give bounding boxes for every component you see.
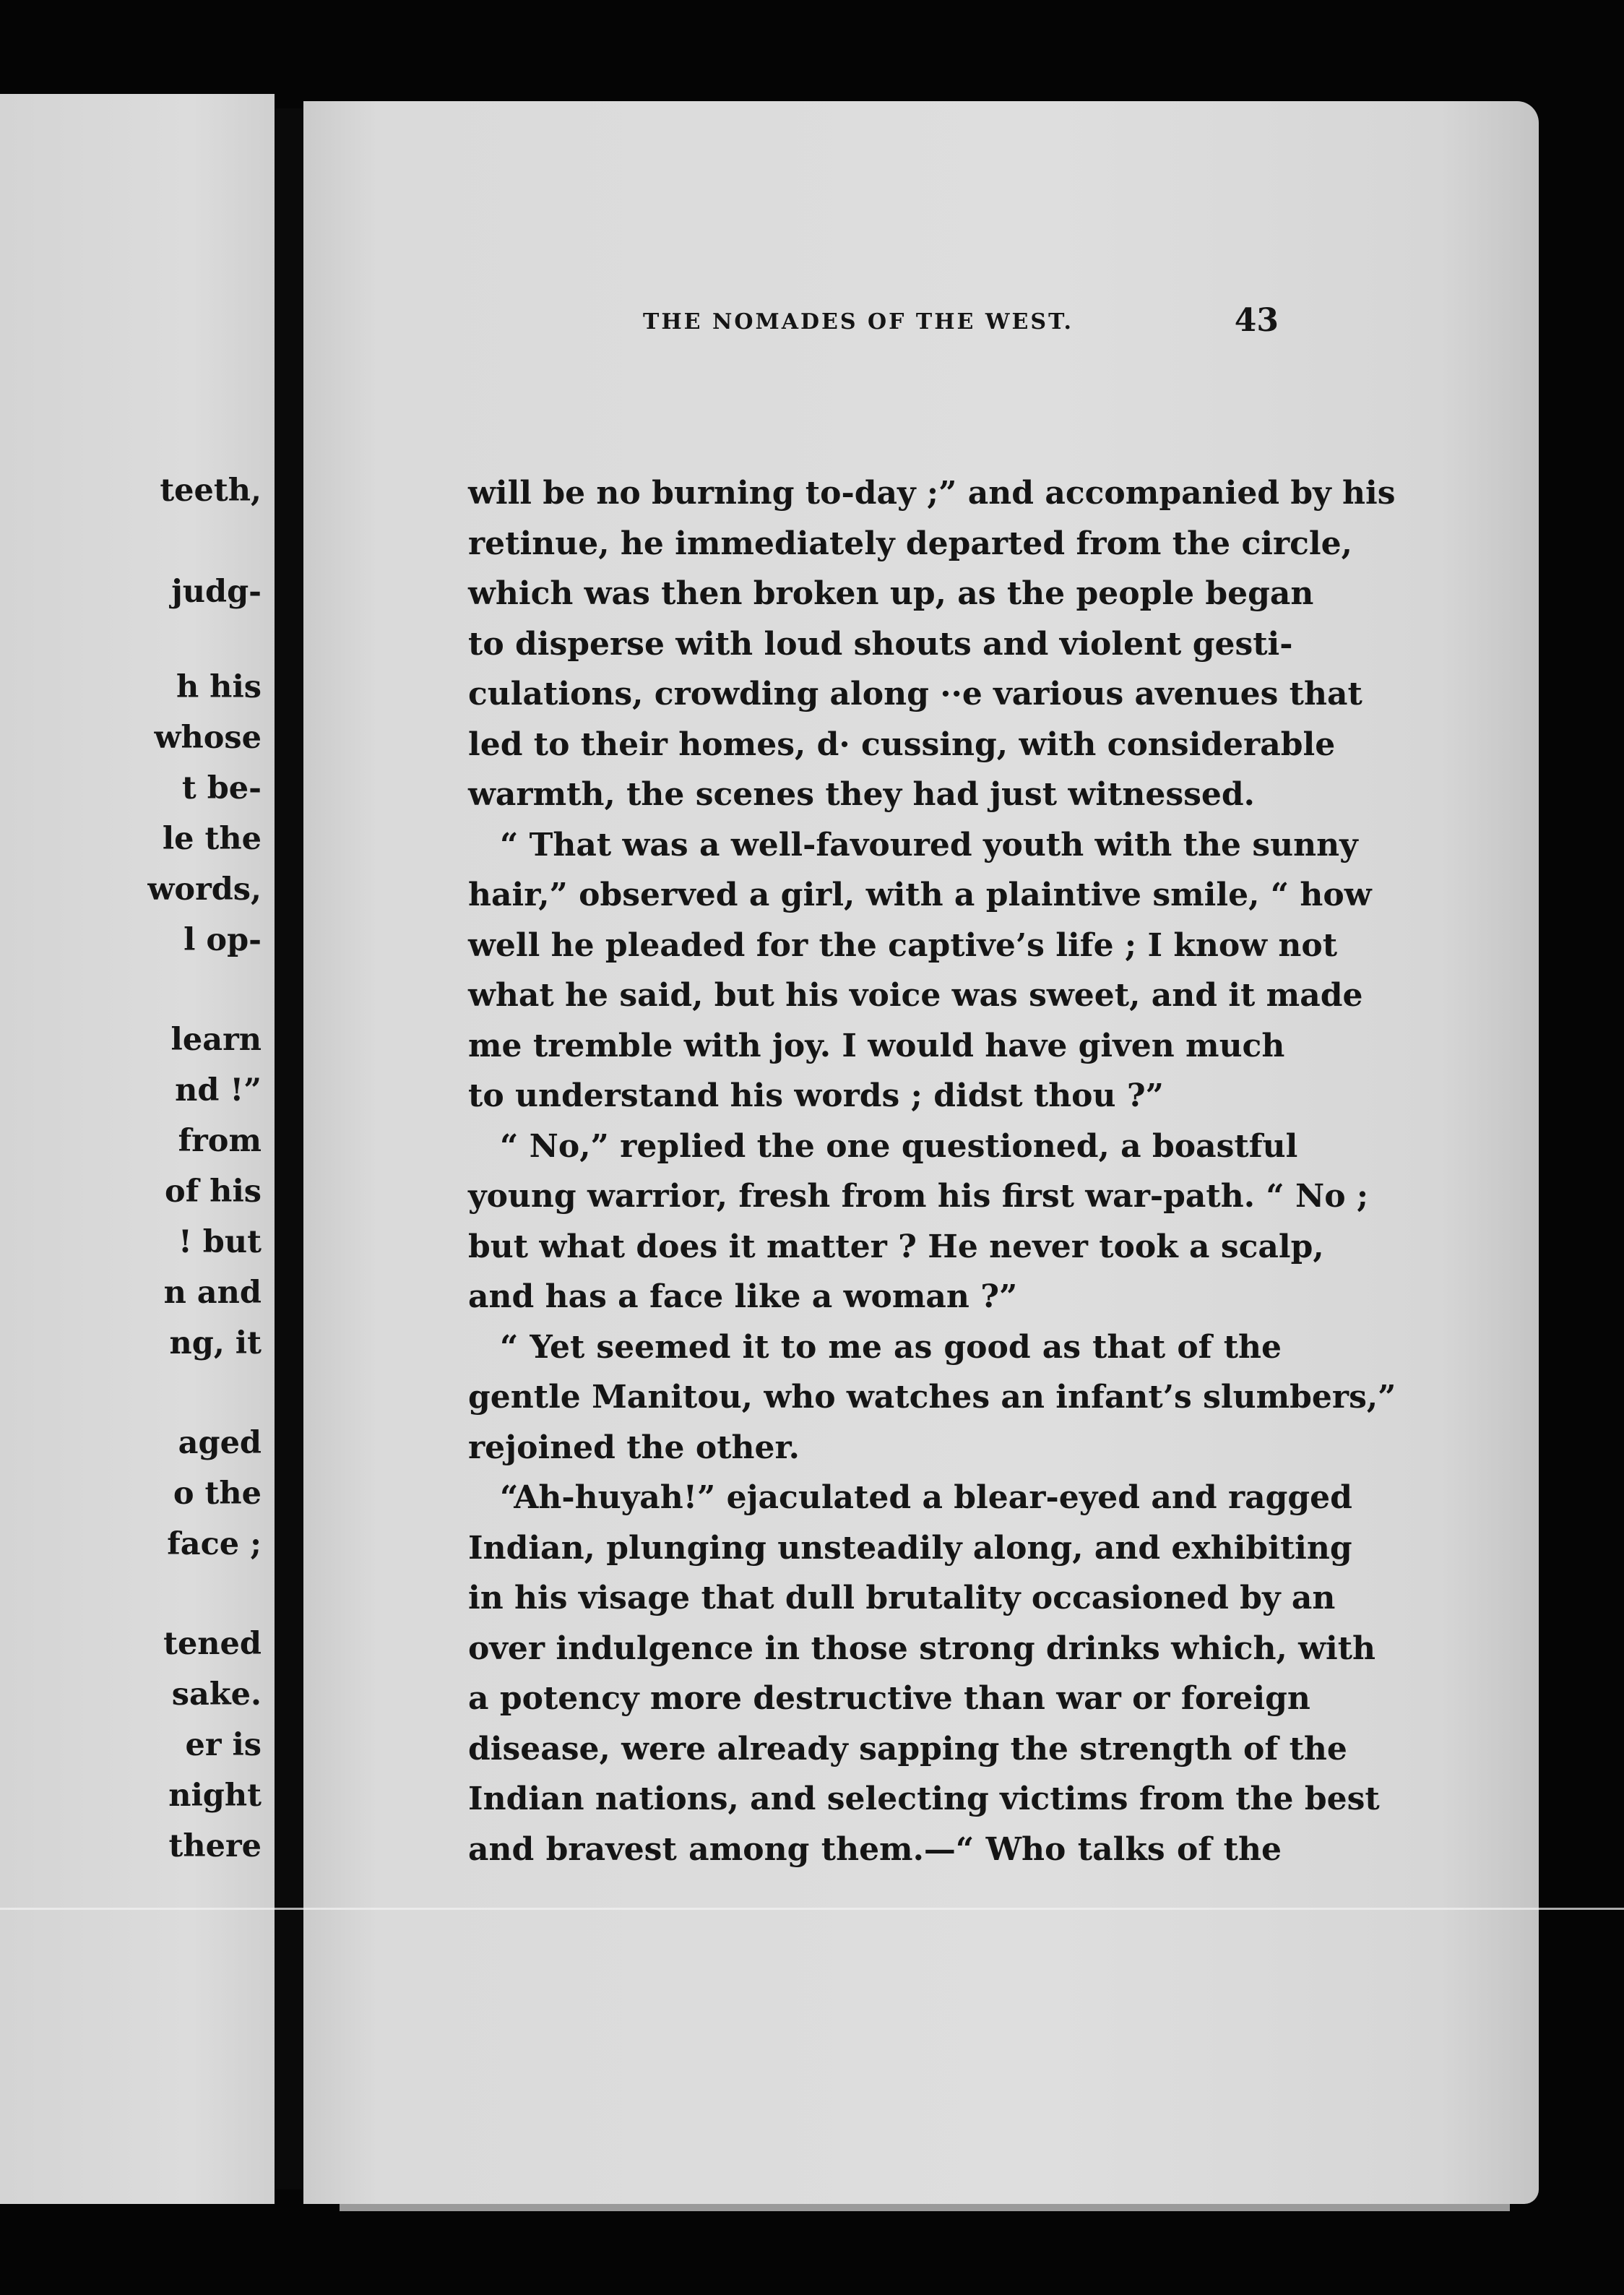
text-line: in his visage that dull brutality occasioned by an [468,1580,1336,1616]
left-page [0,94,275,2204]
text-line: to disperse with loud shouts and violent gesti- [468,625,1293,663]
text-line: well he pleaded for the captive’s life ; I know not [468,926,1338,964]
left-fragment: face ; [167,1526,262,1562]
text-line: disease, were already sapping the strength of the [468,1730,1347,1767]
scan-artifact [0,1908,1624,1910]
text-line: young warrior, fresh from his first war-path. “ No ; [468,1178,1369,1215]
left-fragment: aged [178,1425,262,1461]
page-header [643,302,1279,345]
text-line: “ That was a well-favoured youth with the sunny [500,826,1358,864]
left-fragment: from [178,1123,262,1159]
text-line: but what does it matter ? He never took a scalp, [468,1228,1324,1265]
text-line: rejoined the other. [468,1429,800,1466]
body-text [468,468,1396,1874]
left-fragment: tened [163,1626,262,1662]
text-line: which was then broken up, as the people began [468,575,1314,612]
left-fragment: er is [185,1727,262,1763]
left-fragment: ! but [178,1224,262,1260]
text-line: Indian, plunging unsteadily along, and exhibiting [468,1529,1352,1567]
text-line: warmth, the scenes they had just witnessed. [468,776,1255,813]
left-fragment: nd !” [175,1072,262,1108]
text-line: led to their homes, d· cussing, with considerable [468,725,1336,763]
left-fragment: le the [162,821,262,857]
text-line: and has a face like a woman ?” [468,1278,1018,1315]
text-line: a potency more destructive than war or foreign [468,1680,1310,1717]
text-line: “ Yet seemed it to me as good as that of the [500,1328,1282,1366]
text-line: what he said, but his voice was sweet, and it made [468,977,1363,1014]
text-line: gentle Manitou, who watches an infant’s slumbers,” [468,1379,1396,1416]
text-line: Indian nations, and selecting victims from the best [468,1781,1380,1817]
text-line: me tremble with joy. I would have given much [468,1027,1285,1064]
text-line: hair,” observed a girl, with a plaintive smile, “ how [468,877,1372,913]
left-fragment: t be- [181,770,262,806]
left-fragment: l op- [183,922,262,958]
left-fragment: sake. [171,1676,262,1713]
text-line: “Ah-huyah!” ejaculated a blear-eyed and ragged [500,1479,1352,1516]
left-fragment: o the [173,1476,262,1512]
text-line: retinue, he immediately departed from the circle, [468,525,1352,562]
left-fragment: whose [154,720,262,756]
text-line: and bravest among them.—“ Who talks of the [468,1830,1282,1868]
left-fragment: ng, it [169,1325,262,1361]
left-fragment: night [168,1778,262,1814]
text-line: to understand his words ; didst thou ?” [468,1077,1164,1114]
left-fragment: words, [147,871,262,908]
left-fragment: teeth, [160,473,262,509]
text-line: “ No,” replied the one questioned, a boastful [500,1127,1298,1165]
left-fragment: n and [163,1275,262,1311]
left-fragment: judg- [171,574,262,610]
text-line: over indulgence in those strong drinks which, with [468,1629,1376,1667]
left-fragment: learn [170,1022,262,1058]
text-line: will be no burning to-day ;” and accompanied by his [468,475,1396,512]
left-fragment: of his [165,1174,262,1210]
page-number: 43 [1234,302,1279,339]
running-head: THE NOMADES OF THE WEST. [643,309,1074,335]
left-fragment: h his [176,669,262,705]
text-line: culations, crowding along ··e various avenues that [468,676,1362,712]
left-fragment: there [168,1828,262,1864]
